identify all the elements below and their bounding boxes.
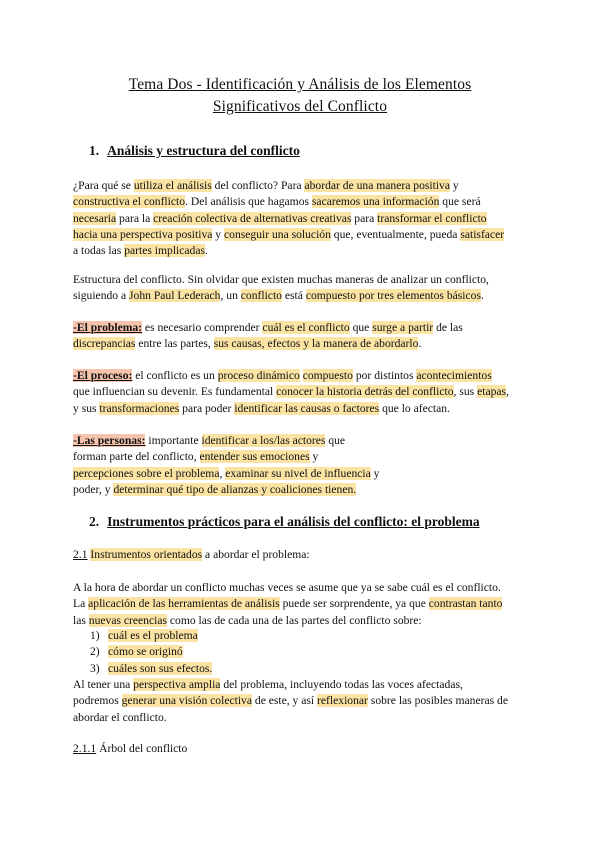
highlighted-text: transformaciones xyxy=(99,401,180,415)
text-run: para poder xyxy=(179,401,235,415)
text-line xyxy=(73,288,533,304)
text-line xyxy=(73,433,533,449)
text-line xyxy=(73,243,533,259)
text-run: que será xyxy=(439,195,481,209)
text-line xyxy=(73,677,533,693)
highlighted-text: entender sus emociones xyxy=(199,450,310,464)
highlighted-text: identificar a los/las actores xyxy=(201,434,326,447)
text-run: ¿Para qué se xyxy=(73,179,134,192)
text-line xyxy=(73,368,533,384)
text-run: abordar el conflicto. xyxy=(73,710,167,724)
text-line xyxy=(73,482,533,498)
highlighted-text: acontecimientos xyxy=(416,369,492,382)
highlighted-text: generar una visión colectiva xyxy=(121,694,252,708)
section-label: -El problema: xyxy=(73,321,143,334)
section-1-number: 1. xyxy=(89,143,100,158)
text-run: entre las partes, xyxy=(135,337,214,351)
highlighted-text: sacaremos una información xyxy=(311,195,440,209)
section-number: 2.1 xyxy=(73,548,88,561)
highlighted-text: etapas xyxy=(477,385,507,399)
document-title xyxy=(60,74,540,118)
paragraph xyxy=(73,178,533,259)
highlighted-text: perspectiva amplia xyxy=(133,678,221,691)
subsection-2-1-1 xyxy=(73,741,533,757)
highlighted-text: utiliza el análisis xyxy=(133,179,212,192)
highlighted-text: Instrumentos orientados xyxy=(90,548,203,561)
paragraph-el-proceso xyxy=(73,368,533,417)
text-line xyxy=(73,178,533,194)
paragraph xyxy=(73,677,533,726)
text-run: podremos xyxy=(73,694,122,708)
text-run: . xyxy=(205,244,208,258)
highlighted-text: conocer la historia detrás del conflicto xyxy=(276,385,454,399)
text-run: que xyxy=(349,321,373,334)
text-run: de este, y así xyxy=(252,694,318,708)
list-item: 2) cómo se originó xyxy=(90,645,183,659)
highlighted-text: discrepancias xyxy=(73,337,136,351)
text-run: Árbol del conflicto xyxy=(96,742,188,755)
text-line xyxy=(73,693,533,709)
text-run: del problema, incluyendo todas las voces afectadas, xyxy=(220,678,463,691)
text-run: Al tener una xyxy=(73,678,134,691)
text-run: y xyxy=(212,227,224,241)
highlighted-text: aplicación de las herramientas de análisis xyxy=(88,597,280,611)
text-run: La xyxy=(73,597,89,611)
text-run: que influencian su devenir. Es fundamental xyxy=(73,385,277,399)
text-run: . xyxy=(418,337,422,351)
highlighted-text: proceso dinámico xyxy=(217,369,300,382)
text-run: del conflicto? Para xyxy=(211,179,305,192)
subsection-2-1 xyxy=(73,547,533,563)
highlighted-text: conflicto xyxy=(240,289,282,303)
text-run: y xyxy=(450,179,459,192)
text-run: el conflicto es un xyxy=(132,369,218,382)
section-2-number: 2. xyxy=(89,514,100,529)
text-run: Estructura del conflicto. Sin olvidar que existen muchas maneras de analizar un conflicto, xyxy=(73,273,489,286)
text-run: que lo afectan. xyxy=(379,401,450,415)
highlighted-text: nuevas creencias xyxy=(88,613,167,627)
highlighted-text: constructiva el conflicto xyxy=(73,195,186,209)
text-run: importante xyxy=(145,434,202,447)
highlighted-text: surge a partir xyxy=(372,321,434,334)
highlighted-text: compuesto por tres elementos básicos xyxy=(305,289,481,303)
text-run: que, eventualmente, pueda xyxy=(330,227,461,241)
list-item: 1) cuál es el problema xyxy=(90,629,198,642)
highlighted-text: identificar las causas o factores xyxy=(234,401,380,415)
paragraph-el-problema xyxy=(73,320,533,353)
title-line-2: Significativos del Conflicto xyxy=(212,98,388,115)
highlighted-text: sus causas, efectos y la manera de abordarlo xyxy=(213,337,419,351)
section-label: -Las personas: xyxy=(73,434,146,447)
text-line xyxy=(73,596,533,612)
text-run: poder, y xyxy=(73,482,114,496)
section-label: -El proceso: xyxy=(73,369,133,382)
highlighted-text: abordar de una manera positiva xyxy=(304,179,450,192)
text-line xyxy=(73,741,533,757)
text-line xyxy=(73,336,533,352)
text-run: para xyxy=(351,211,378,225)
text-run: y xyxy=(309,450,319,464)
title-line-1: Tema Dos - Identificación y Análisis de los Elementos xyxy=(128,76,472,93)
text-run: , un xyxy=(220,289,241,303)
section-1-heading xyxy=(89,142,300,160)
text-line xyxy=(73,272,533,288)
highlighted-text: determinar qué tipo de alianzas y coaliciones tienen. xyxy=(113,482,357,496)
list-item: 3) cuáles son sus efectos. xyxy=(90,661,213,675)
text-run: siguiendo a xyxy=(73,289,130,303)
paragraph xyxy=(73,272,533,305)
text-run: por distintos xyxy=(352,369,417,382)
highlighted-text: cuál es el conflicto xyxy=(262,321,350,334)
text-run: y sus xyxy=(73,401,100,415)
text-run: forman parte del conflicto, xyxy=(73,450,200,464)
highlighted-text: partes implicadas xyxy=(124,244,206,258)
highlighted-text: conseguir una solución xyxy=(224,227,331,241)
highlighted-text: percepciones sobre el problema xyxy=(73,466,220,480)
section-2-title: Instrumentos prácticos para el análisis del conflicto: el problema xyxy=(107,514,480,529)
highlighted-text: compuesto xyxy=(302,369,353,382)
text-run: está xyxy=(281,289,306,303)
text-run: y xyxy=(370,466,380,480)
text-line xyxy=(73,449,533,465)
highlighted-text: satisfacer xyxy=(460,227,505,241)
numbered-list xyxy=(90,628,212,677)
highlighted-text: reflexionar xyxy=(317,694,368,708)
paragraph xyxy=(73,580,533,629)
text-line xyxy=(73,580,533,596)
text-line xyxy=(73,320,533,336)
section-2-heading xyxy=(89,513,480,531)
highlighted-text: transformar el conflicto xyxy=(377,211,487,225)
highlighted-text: contrastan tanto xyxy=(428,597,503,611)
text-line xyxy=(73,401,533,417)
text-line xyxy=(73,194,533,210)
section-number: 2.1.1 xyxy=(73,742,97,755)
text-line xyxy=(73,227,533,243)
text-line xyxy=(73,613,533,629)
text-run: para la xyxy=(116,211,154,225)
highlighted-text: necesaria xyxy=(73,211,117,225)
text-run: A la hora de abordar un conflicto muchas veces se asume que ya se sabe cuál es el conflicto. xyxy=(73,581,501,594)
highlighted-text: hacia una perspectiva positiva xyxy=(73,227,213,241)
text-run: puede ser sorprendente, ya que xyxy=(279,597,429,611)
text-line xyxy=(73,466,533,482)
highlighted-text: John Paul Lederach xyxy=(129,289,221,303)
text-run: a todas las xyxy=(73,244,125,258)
text-run: . Del análisis que hagamos xyxy=(185,195,312,209)
text-line xyxy=(73,211,533,227)
text-line xyxy=(73,384,533,400)
highlighted-text: examinar su nivel de influencia xyxy=(225,466,371,480)
text-run: como las de cada una de las partes del conflicto sobre: xyxy=(167,613,422,627)
text-line xyxy=(73,710,533,726)
text-run: las xyxy=(73,613,89,627)
text-line xyxy=(73,547,533,563)
text-run: . xyxy=(480,289,484,303)
highlighted-text: creación colectiva de alternativas creativas xyxy=(153,211,352,225)
text-run: , xyxy=(506,385,509,399)
text-run: , xyxy=(219,466,226,480)
text-run: sobre las posibles maneras de xyxy=(367,694,508,708)
text-run: que xyxy=(325,434,346,447)
text-run: , sus xyxy=(453,385,478,399)
text-run: de las xyxy=(433,321,463,334)
section-1-title: Análisis y estructura del conflicto xyxy=(107,143,300,158)
text-run: es necesario comprender xyxy=(142,321,263,334)
text-run: a abordar el problema: xyxy=(202,548,310,561)
paragraph-las-personas xyxy=(73,433,533,498)
